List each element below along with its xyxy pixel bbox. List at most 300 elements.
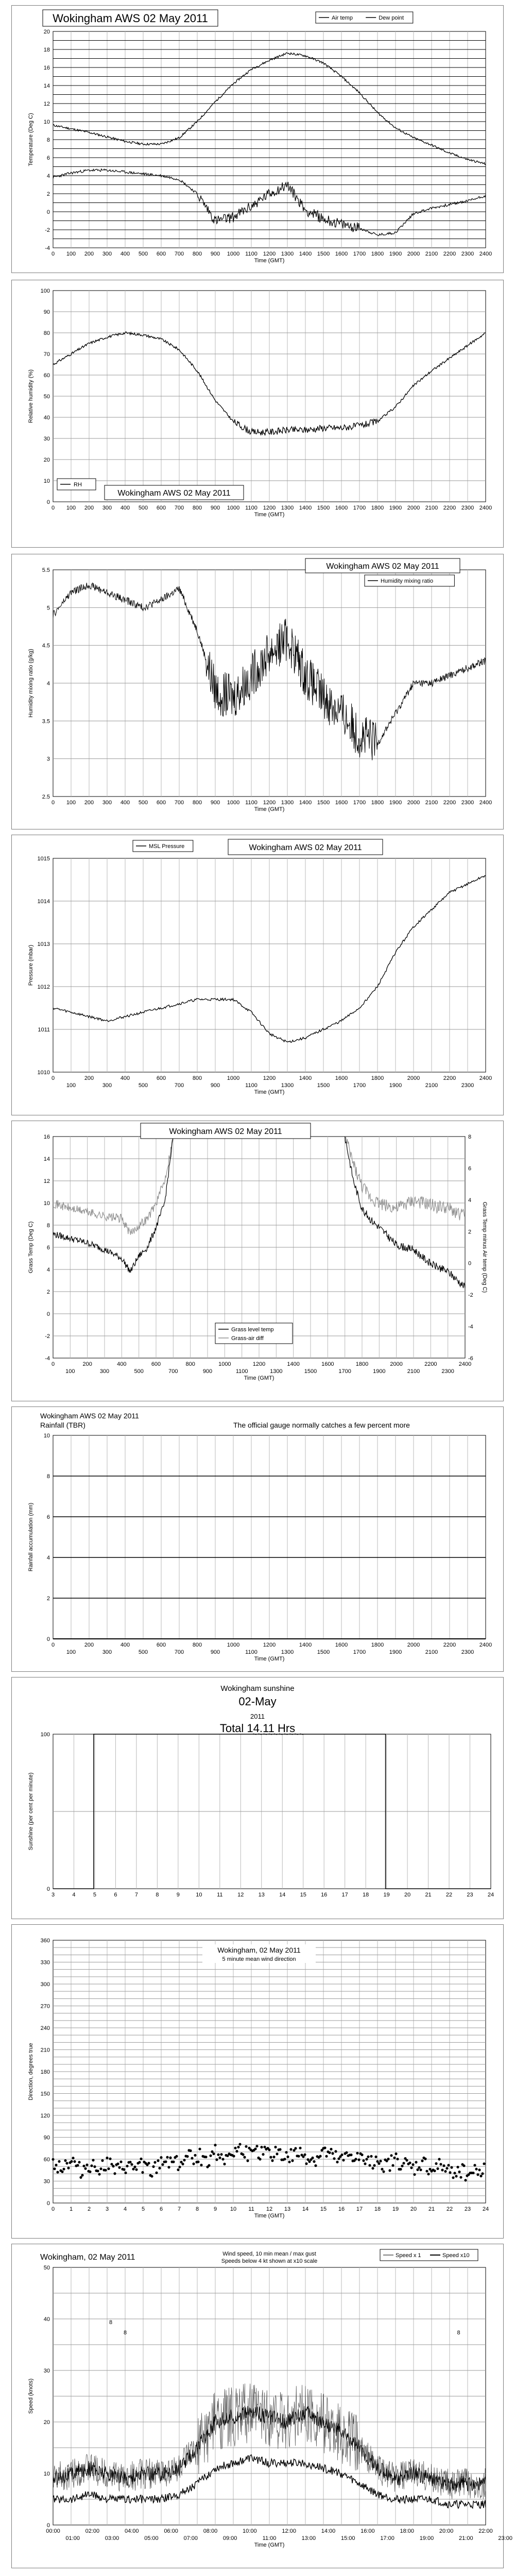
x-tick-label: 16 (338, 2206, 345, 2212)
scatter-point (314, 2164, 317, 2167)
scatter-point (458, 2171, 460, 2173)
chart-title: Wokingham AWS 02 May 2011 (326, 562, 439, 571)
y-axis-label: Humidity mixing ratio (g/kg) (28, 649, 34, 718)
x-tick-label: 6 (114, 1892, 117, 1898)
y-tick-label: 50 (43, 394, 50, 400)
y-tick-label: 1011 (38, 1027, 50, 1033)
scatter-point (481, 2172, 484, 2175)
scatter-point (191, 2157, 193, 2160)
y-tick-label: 10 (43, 478, 50, 484)
x-tick-label: 1200 (263, 1642, 276, 1648)
x-tick-label: 200 (84, 505, 94, 511)
x-tick-label: 1800 (371, 800, 384, 806)
scatter-point (243, 2156, 246, 2159)
y-tick-label: 30 (43, 2368, 50, 2374)
scatter-point (133, 2165, 136, 2168)
scatter-point (373, 2164, 375, 2167)
x-tick-label: 15 (320, 2206, 327, 2212)
scatter-point (401, 2165, 403, 2167)
y-tick-label: 4.5 (42, 642, 50, 649)
x-tick-label: 1500 (317, 251, 330, 257)
scatter-point (138, 2161, 141, 2163)
x-tick-label: 12:00 (282, 2528, 296, 2534)
x-tick-label: 2000 (407, 1642, 420, 1648)
scatter-point (360, 2154, 363, 2156)
scatter-point (299, 2147, 301, 2149)
scatter-point (413, 2173, 416, 2176)
x-tick-label: 800 (192, 800, 202, 806)
scatter-point (377, 2162, 380, 2165)
x-tick-label: 300 (102, 505, 112, 511)
legend-entry: Humidity mixing ratio (381, 578, 434, 584)
legend-entry: Speed x 1 (396, 2252, 421, 2259)
x-tick-label: 10:00 (243, 2528, 257, 2534)
scatter-point (330, 2148, 332, 2150)
chart-title: Wokingham AWS 02 May 2011 (40, 1412, 139, 1420)
x-tick-label: 600 (156, 800, 166, 806)
scatter-point (221, 2158, 224, 2160)
scatter-point (61, 2171, 63, 2173)
x-tick-label: 1100 (245, 1649, 258, 1655)
scatter-point (424, 2158, 426, 2160)
x-tick-label: 1200 (263, 800, 276, 806)
x-tick-label: 03:00 (105, 2535, 119, 2541)
x-tick-label: 20 (410, 2206, 417, 2212)
x-tick-label: 5 (141, 2206, 145, 2212)
y2-tick-label: -6 (468, 1355, 473, 1362)
x-tick-label: 2200 (443, 505, 456, 511)
x-tick-label: 800 (185, 1361, 195, 1367)
scatter-point (442, 2164, 445, 2167)
y-tick-label: 20 (43, 457, 50, 463)
y-tick-label: 1014 (37, 899, 50, 905)
y-tick-label: 2 (46, 1289, 50, 1295)
x-tick-label: 200 (84, 800, 94, 806)
scatter-point (235, 2150, 238, 2153)
x-tick-label: 200 (82, 1361, 92, 1367)
rh-chart-panel (11, 280, 504, 548)
scatter-point (232, 2155, 235, 2157)
x-tick-label: 600 (156, 1642, 166, 1648)
x-tick-label: 0 (51, 1075, 55, 1081)
x-tick-label: 1300 (270, 1368, 283, 1375)
scatter-point (483, 2162, 485, 2165)
scatter-point (331, 2152, 334, 2155)
y-axis-label: Direction, degrees true (28, 2043, 34, 2100)
scatter-point (390, 2154, 392, 2157)
scatter-point (268, 2148, 270, 2151)
y-tick-label: 6 (46, 155, 50, 161)
x-tick-label: 0 (51, 1642, 55, 1648)
x-tick-label: 1900 (389, 505, 402, 511)
scatter-point (255, 2145, 258, 2147)
x-tick-label: 700 (174, 1082, 184, 1089)
scatter-point (197, 2161, 199, 2163)
x-tick-label: 3 (105, 2206, 109, 2212)
scatter-point (444, 2170, 447, 2173)
scatter-point (464, 2179, 467, 2181)
x-tick-label: 12 (266, 2206, 273, 2212)
x-tick-label: 500 (138, 251, 148, 257)
y-tick-label: 8 (46, 137, 50, 143)
x-tick-label: 1400 (299, 800, 312, 806)
scatter-point (402, 2162, 405, 2164)
x-axis-label: Time (GMT) (254, 512, 285, 518)
scatter-point (220, 2153, 222, 2156)
scatter-point (269, 2156, 272, 2159)
y-tick-label: 100 (40, 288, 50, 294)
x-tick-label: 800 (192, 505, 202, 511)
x-tick-label: 500 (138, 800, 148, 806)
scatter-point (450, 2166, 453, 2168)
x-tick-label: 100 (65, 1368, 75, 1375)
scatter-point (297, 2155, 300, 2158)
x-tick-label: 100 (66, 505, 76, 511)
x-tick-label: 900 (210, 251, 220, 257)
x-tick-label: 18:00 (400, 2528, 415, 2534)
x-tick-label: 2300 (461, 1082, 474, 1089)
scatter-point (262, 2153, 264, 2156)
scatter-point (276, 2153, 278, 2155)
y-tick-label: 4 (46, 1267, 50, 1273)
x-tick-label: 14:00 (321, 2528, 336, 2534)
x-tick-label: 200 (84, 1642, 94, 1648)
y-axis-label: Grass Temp (Deg C) (28, 1221, 34, 1274)
x-tick-label: 900 (210, 505, 220, 511)
scatter-point (368, 2164, 371, 2166)
y-tick-label: 0 (46, 1311, 50, 1317)
x-tick-label: 2100 (407, 1368, 420, 1375)
x-tick-label: 00:00 (46, 2528, 60, 2534)
x-tick-label: 0 (51, 505, 55, 511)
x-tick-label: 700 (168, 1368, 178, 1375)
x-tick-label: 10 (230, 2206, 237, 2212)
scatter-point (285, 2151, 287, 2154)
scatter-point (340, 2154, 343, 2156)
x-tick-label: 6 (159, 2206, 163, 2212)
scatter-point (425, 2170, 428, 2173)
marker-label: 8 (457, 2330, 460, 2336)
scatter-point (116, 2162, 119, 2165)
x-tick-label: 1200 (263, 505, 276, 511)
x-tick-label: 2400 (479, 251, 492, 257)
scatter-point (415, 2161, 417, 2163)
x-tick-label: 1000 (227, 251, 240, 257)
x-tick-label: 1700 (353, 505, 366, 511)
x-tick-label: 1300 (281, 1082, 294, 1089)
scatter-point (58, 2160, 60, 2163)
x-tick-label: 1100 (245, 800, 258, 806)
scatter-point (410, 2166, 413, 2169)
scatter-point (214, 2144, 216, 2146)
grass-temp-chart (12, 1121, 503, 1401)
scatter-point (157, 2159, 159, 2162)
scatter-point (345, 2151, 348, 2154)
x-tick-label: 20 (404, 1892, 411, 1898)
x-tick-label: 22:00 (478, 2528, 493, 2534)
y-tick-label: 270 (40, 2003, 50, 2010)
x-tick-label: 17 (356, 2206, 363, 2212)
scatter-point (81, 2174, 83, 2177)
y2-tick-label: 4 (468, 1197, 472, 1204)
scatter-point (62, 2168, 65, 2171)
y-tick-label: 4 (46, 1555, 50, 1561)
x-tick-label: 1700 (353, 251, 366, 257)
scatter-point (408, 2162, 411, 2164)
scatter-point (215, 2158, 218, 2161)
x-tick-label: 1200 (263, 251, 276, 257)
x-tick-label: 100 (66, 251, 76, 257)
scatter-point (152, 2165, 154, 2168)
rainfall-chart (12, 1407, 503, 1671)
scatter-point (238, 2143, 241, 2145)
scatter-point (394, 2153, 397, 2155)
y-tick-label: 360 (40, 1938, 50, 1944)
scatter-point (172, 2161, 175, 2163)
y-axis-label: Relative humidity (%) (28, 369, 34, 423)
x-tick-label: 2000 (407, 1075, 420, 1081)
x-tick-label: 20:00 (439, 2528, 454, 2534)
scatter-point (72, 2157, 74, 2159)
scatter-point (382, 2171, 385, 2173)
scatter-point (279, 2148, 281, 2151)
x-tick-label: 18 (363, 1892, 369, 1898)
scatter-point (478, 2168, 480, 2171)
x-tick-label: 18 (374, 2206, 381, 2212)
y-tick-label: 70 (43, 351, 50, 358)
air-temp-chart-panel (11, 5, 504, 273)
x-tick-label: 23 (467, 1892, 473, 1898)
y-tick-label: 6 (46, 1514, 50, 1520)
x-tick-label: 05:00 (144, 2535, 159, 2541)
scatter-point (85, 2163, 88, 2166)
scatter-point (245, 2145, 247, 2148)
scatter-point (455, 2175, 457, 2177)
wind-speed-chart (12, 2244, 512, 2568)
chart-title: Wokingham AWS 02 May 2011 (117, 488, 231, 498)
marker-label: 8 (123, 2330, 127, 2336)
x-tick-label: 16:00 (360, 2528, 375, 2534)
scatter-point (99, 2167, 102, 2170)
x-tick-label: 1800 (371, 505, 384, 511)
y-tick-label: 5.5 (42, 567, 50, 573)
scatter-point (204, 2156, 207, 2158)
chart-title: Wokingham, 02 May 2011 (217, 1946, 301, 1954)
scatter-point (362, 2159, 365, 2162)
legend-entry: Speed x10 (442, 2252, 470, 2259)
x-tick-label: 1200 (252, 1361, 266, 1367)
x-tick-label: 0 (51, 2206, 55, 2212)
x-tick-label: 22 (445, 1892, 453, 1898)
x-tick-label: 19 (392, 2206, 399, 2212)
x-tick-label: 2000 (390, 1361, 403, 1367)
x-tick-label: 2400 (458, 1361, 472, 1367)
scatter-point (242, 2153, 244, 2156)
x-tick-label: 100 (66, 1082, 76, 1089)
x-tick-label: 01:00 (65, 2535, 80, 2541)
x-tick-label: 2000 (407, 251, 420, 257)
x-tick-label: 0 (51, 1361, 55, 1367)
scatter-point (259, 2158, 261, 2160)
y-tick-label: 3.5 (42, 718, 50, 725)
x-tick-label: 700 (174, 251, 184, 257)
y-tick-label: 2 (46, 191, 50, 197)
y2-tick-label: -2 (468, 1292, 473, 1299)
x-tick-label: 1600 (335, 251, 348, 257)
x-tick-label: 2200 (443, 251, 456, 257)
x-tick-label: 2400 (479, 505, 492, 511)
scatter-point (67, 2167, 70, 2170)
x-tick-label: 600 (156, 505, 166, 511)
scatter-point (303, 2154, 306, 2156)
x-tick-label: 400 (120, 1075, 130, 1081)
scatter-point (234, 2147, 236, 2149)
scatter-point (124, 2172, 127, 2174)
x-tick-label: 12 (237, 1892, 244, 1898)
scatter-point (272, 2156, 275, 2158)
x-tick-label: 2100 (425, 505, 438, 511)
x-tick-label: 19 (383, 1892, 390, 1898)
scatter-point (118, 2166, 121, 2169)
x-tick-label: 13 (284, 2206, 291, 2212)
x-tick-label: 1400 (299, 505, 312, 511)
scatter-point (177, 2168, 179, 2171)
y-tick-label: -2 (45, 1333, 50, 1340)
scatter-point (319, 2155, 321, 2158)
x-tick-label: 1800 (355, 1361, 369, 1367)
x-tick-label: 2100 (425, 800, 438, 806)
wind-direction-chart (12, 1925, 503, 2238)
x-tick-label: 21 (425, 1892, 432, 1898)
scatter-point (178, 2166, 181, 2168)
x-tick-label: 2200 (424, 1361, 437, 1367)
scatter-point (371, 2167, 374, 2170)
chart-title: Wokingham AWS 02 May 2011 (53, 11, 208, 25)
y-axis-label: Pressure (mbar) (28, 944, 34, 986)
scatter-point (56, 2171, 59, 2174)
y-tick-label: 80 (43, 330, 50, 336)
x-tick-label: 14 (302, 2206, 309, 2212)
x-tick-label: 08:00 (203, 2528, 218, 2534)
x-tick-label: 900 (210, 1649, 220, 1655)
y-tick-label: 8 (46, 1223, 50, 1229)
x-tick-label: 400 (120, 251, 130, 257)
x-tick-label: 1400 (299, 1075, 312, 1081)
scatter-point (246, 2159, 249, 2162)
x-tick-label: 300 (102, 800, 112, 806)
x-tick-label: 2000 (407, 505, 420, 511)
y-tick-label: 14 (43, 1156, 50, 1162)
y-axis-label: Speed (knots) (28, 2378, 34, 2414)
scatter-point (459, 2176, 462, 2179)
y-tick-label: 0 (46, 1636, 50, 1642)
x-tick-label: 2300 (461, 1649, 474, 1655)
x-tick-label: 2400 (479, 1642, 492, 1648)
scatter-point (107, 2167, 110, 2170)
y-tick-label: 1012 (37, 984, 50, 990)
scatter-point (381, 2168, 383, 2171)
y-tick-label: 50 (43, 2265, 50, 2271)
y-tick-label: 2.5 (42, 794, 50, 800)
x-tick-label: 1900 (389, 800, 402, 806)
scatter-point (132, 2168, 134, 2171)
y-tick-label: 0 (46, 2522, 50, 2529)
y-tick-label: 1015 (37, 856, 50, 862)
legend-entry: Air temp (332, 15, 353, 21)
x-tick-label: 100 (66, 1649, 76, 1655)
y-tick-label: 180 (40, 2069, 50, 2075)
scatter-point (155, 2172, 158, 2174)
x-tick-label: 1000 (227, 800, 240, 806)
y-tick-label: 10 (43, 119, 50, 125)
marker-label: 8 (109, 2319, 113, 2326)
scatter-point (325, 2155, 328, 2158)
scatter-point (160, 2156, 162, 2159)
x-tick-label: 2400 (479, 1075, 492, 1081)
x-tick-label: 1600 (335, 800, 348, 806)
y-tick-label: 6 (46, 1245, 50, 1251)
scatter-point (441, 2168, 443, 2171)
x-axis-label: Time (GMT) (254, 1089, 285, 1095)
scatter-point (78, 2161, 80, 2163)
x-tick-label: 1100 (245, 251, 258, 257)
scatter-point (435, 2162, 437, 2165)
x-tick-label: 400 (120, 1642, 130, 1648)
x-tick-label: 700 (174, 800, 184, 806)
scatter-point (186, 2155, 188, 2158)
x-tick-label: 800 (192, 1642, 202, 1648)
x-axis-label: Time (GMT) (254, 258, 285, 264)
rainfall-chart-panel (11, 1406, 504, 1672)
y-tick-label: 4 (46, 173, 50, 179)
x-axis-label: Time (GMT) (254, 1656, 285, 1662)
y-tick-label: 60 (43, 2157, 50, 2163)
scatter-point (126, 2165, 128, 2167)
x-tick-label: 14 (279, 1892, 286, 1898)
y2-tick-label: 0 (468, 1260, 472, 1267)
scatter-point (445, 2167, 448, 2170)
y-tick-label: 30 (43, 436, 50, 442)
x-tick-label: 800 (192, 1075, 202, 1081)
scatter-point (260, 2146, 263, 2148)
x-tick-label: 600 (151, 1361, 161, 1367)
scatter-point (254, 2147, 256, 2150)
x-tick-label: 2200 (443, 1642, 456, 1648)
x-tick-label: 1900 (373, 1368, 386, 1375)
scatter-point (70, 2160, 73, 2163)
y-tick-label: 12 (43, 1178, 50, 1184)
y2-tick-label: 2 (468, 1229, 472, 1235)
scatter-point (274, 2146, 277, 2148)
x-tick-label: 200 (84, 251, 94, 257)
scatter-point (447, 2164, 450, 2166)
x-tick-label: 24 (487, 1892, 494, 1898)
chart-title: Wokingham sunshine (220, 1684, 295, 1693)
scatter-point (354, 2158, 357, 2160)
scatter-point (96, 2170, 99, 2172)
scatter-point (334, 2150, 337, 2153)
x-tick-label: 1200 (263, 1075, 276, 1081)
x-tick-label: 17 (341, 1892, 348, 1898)
wind-direction-chart-panel (11, 1924, 504, 2239)
scatter-point (153, 2161, 156, 2164)
scatter-point (283, 2158, 286, 2160)
x-tick-label: 23:00 (498, 2535, 512, 2541)
mixing-ratio-chart (12, 554, 503, 829)
sunshine-chart (12, 1677, 503, 1919)
x-tick-label: 3 (51, 1892, 55, 1898)
scatter-point (421, 2160, 423, 2162)
